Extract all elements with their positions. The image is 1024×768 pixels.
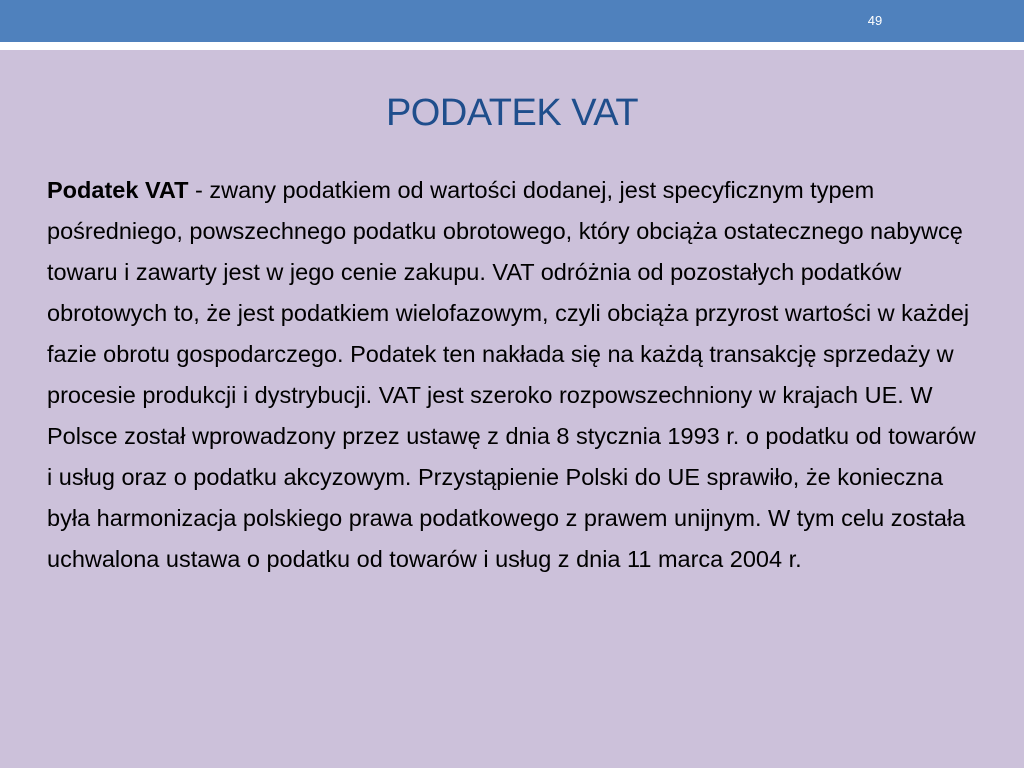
slide-number: 49 [867,13,883,28]
slide-title: PODATEK VAT [385,92,639,134]
header-divider [0,42,1024,50]
term-label: Podatek VAT [47,177,189,203]
body-paragraph [47,170,977,580]
definition-text: - zwany podatkiem od wartości dodanej, jest specyficznym typem pośredniego, powszechnego podatku obrotowego, który obciąża ostatecznego nabywcę towaru i zawarty jest w jego cenie zakupu. VAT odróżnia od pozostałych podatków obrotowych to, że jest podatkiem wielofazowym, czyli obciąża przyrost wartości w każdej fazie obrotu gospodarczego. Podatek ten nakłada się na każdą transakcję sprzedaży w procesie produkcji i dystrybucji. VAT jest szeroko rozpowszechniony w krajach UE. W Polsce został wprowadzony przez ustawę z dnia 8 stycznia 1993 r. o podatku od towarów i usług oraz o podatku akcyzowym. Przystąpienie Polski do UE sprawiło, że konieczna była harmonizacja polskiego prawa podatkowego z prawem unijnym. W tym celu została uchwalona ustawa o podatku od towarów i usług z dnia 11 marca 2004 r. [47,177,976,572]
